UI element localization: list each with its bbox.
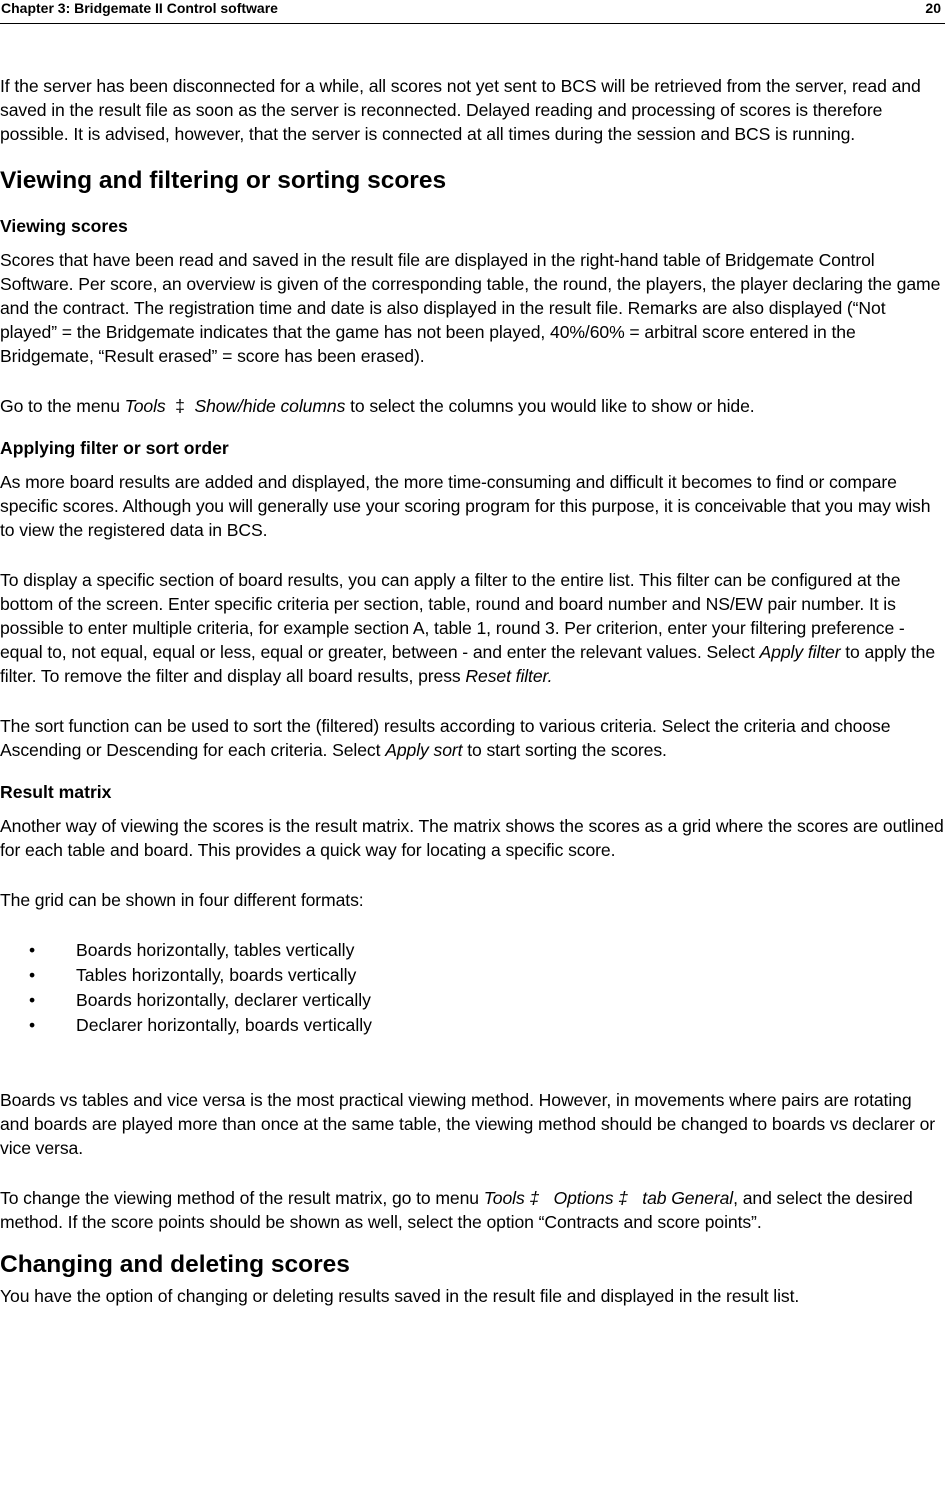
show-hide-columns-paragraph — [0, 394, 945, 418]
result-matrix-paragraph-3: Boards vs tables and vice versa is the most practical viewing method. However, in movements where pairs are rotating and boards are played more than once at the same table, the viewing method should be changed to boards vs declarer or vice versa. — [0, 1090, 936, 1158]
apply-sort-term: Apply sort — [385, 740, 463, 760]
filter-paragraph — [0, 568, 945, 688]
subheading-viewing-scores: Viewing scores — [0, 216, 128, 236]
subheading-filter-sort: Applying filter or sort order — [0, 438, 229, 458]
text-fragment: , and select the desired method. If the score points should be shown as well, select the option “Contracts and score points”. — [0, 1188, 913, 1232]
bullet: • — [29, 940, 36, 960]
changing-paragraph: You have the option of changing or deleting results saved in the result file and displayed in the result list. — [0, 1286, 800, 1306]
text-fragment: Go to the menu — [0, 396, 125, 416]
page-number: 20 — [925, 0, 941, 16]
bullet: • — [29, 1015, 36, 1035]
text-fragment: To display a specific section of board results, you can apply a filter to the entire list. This filter can be configured at the bottom of the screen. Enter specific criteria per section, table, round and board number and NS/EW pair number. It is possible to enter multiple criteria, for example section A, table 1, round 3. Per criterion, enter your filtering preference - equal to, not equal, equal or less, equal or greater, between - and enter the relevant values. Select — [0, 570, 905, 662]
text-fragment: to start sorting the scores. — [462, 740, 667, 760]
list-item-text: Boards horizontally, declarer vertically — [76, 990, 371, 1010]
section-title-viewing: Viewing and filtering or sorting scores — [0, 167, 447, 194]
page-content — [0, 74, 945, 1308]
apply-filter-term: Apply filter — [759, 642, 841, 662]
viewing-scores-paragraph: Scores that have been read and saved in the result file are displayed in the right-hand table of Bridgemate Control Software. Per score, an overview is given of the corresponding table, the round, the players, the player declaring the game and the contract. The registration time and date is also displayed in the result file. Remarks are also displayed (“Not played” = the Bridgemate indicates that the game has not been played, 40%/60% = arbitral score entered in the Bridgemate, “Result erased” = score has been erased). — [0, 250, 941, 366]
bullet: • — [29, 965, 36, 985]
format-list — [0, 938, 945, 1038]
chapter-title: Chapter 3: Bridgemate II Control software — [1, 0, 278, 16]
page-header — [0, 0, 945, 24]
reset-filter-term: Reset filter. — [465, 666, 553, 686]
list-item — [0, 1013, 945, 1038]
result-matrix-paragraph-4 — [0, 1186, 945, 1234]
list-item — [0, 938, 945, 963]
list-item-text: Boards horizontally, tables vertically — [76, 940, 355, 960]
text-fragment: to select the columns you would like to show or hide. — [345, 396, 755, 416]
list-item-text: Declarer horizontally, boards vertically — [76, 1015, 372, 1035]
text-fragment: to apply the filter. To remove the filter and display all board results, press — [0, 642, 936, 686]
section-title-changing: Changing and deleting scores — [0, 1251, 350, 1278]
menu-arrow: ‡ — [165, 396, 195, 416]
sort-paragraph — [0, 714, 945, 762]
bullet: • — [29, 990, 36, 1010]
list-item — [0, 963, 945, 988]
text-fragment: To change the viewing method of the result matrix, go to menu — [0, 1188, 484, 1208]
text-fragment: The sort function can be used to sort the (filtered) results according to various criteria. Select the criteria and choose Ascending or Descending for each criteria. Select — [0, 716, 891, 760]
intro-paragraph: If the server has been disconnected for a while, all scores not yet sent to BCS will be retrieved from the server, read and saved in the result file as soon as the server is reconnected. Delayed reading and processing of scores is therefore possible. It is advised, however, that the server is connected at all times during the session and BCS is running. — [0, 76, 921, 144]
list-item — [0, 988, 945, 1013]
list-item-text: Tables horizontally, boards vertically — [76, 965, 357, 985]
result-matrix-paragraph-2: The grid can be shown in four different formats: — [0, 890, 364, 910]
subheading-result-matrix: Result matrix — [0, 782, 112, 802]
filter-sort-paragraph-1: As more board results are added and displayed, the more time-consuming and difficult it becomes to find or compare specific scores. Although you will generally use your scoring program for this purpose, it is conceivable that you may wish to view the registered data in BCS. — [0, 472, 931, 540]
menu-path-show-hide-columns: Show/hide columns — [194, 396, 346, 416]
result-matrix-paragraph-1: Another way of viewing the scores is the result matrix. The matrix shows the scores as a grid where the scores are outlined for each table and board. This provides a quick way for locating a specific score. — [0, 816, 944, 860]
menu-path-tools-options: Tools ‡ Options ‡ tab General — [483, 1188, 734, 1208]
menu-path-tools: Tools — [124, 396, 166, 416]
